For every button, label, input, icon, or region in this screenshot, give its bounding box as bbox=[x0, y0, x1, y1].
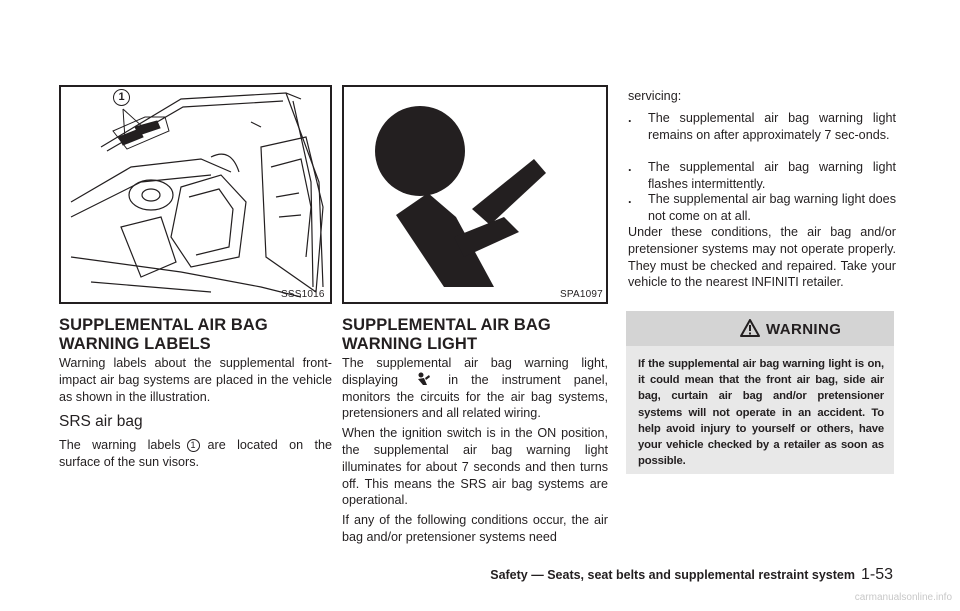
bullet-item: . The supplemental air bag warning light flashes intermittently. bbox=[628, 160, 896, 191]
warning-light-para2: When the ignition switch is in the ON position, the supplemental air bag warning light illuminates for about 7 seconds and then turns off. This means the SRS air bag systems are operational. bbox=[342, 426, 608, 508]
bullet-item: . The supplemental air bag warning light remains on after approximately 7 sec-onds. bbox=[628, 111, 896, 142]
airbag-warning-illustration bbox=[344, 87, 606, 302]
page-number: 1-53 bbox=[860, 566, 893, 583]
section-heading-labels: SUPPLEMENTAL AIR BAG WARNING LABELS bbox=[59, 316, 268, 353]
figure-airbag-light bbox=[342, 85, 608, 304]
warning-box bbox=[626, 311, 894, 474]
figure-callout-1: 1 bbox=[113, 89, 130, 106]
servicing-lead: servicing: bbox=[628, 89, 682, 103]
page-footer bbox=[490, 566, 893, 584]
callout-1-inline: 1 bbox=[187, 439, 200, 452]
bullet-dot: . bbox=[628, 111, 632, 125]
figure-code: SPA1097 bbox=[560, 289, 603, 300]
car-interior-illustration bbox=[61, 87, 330, 302]
warning-text: If the supplemental air bag warning light is on, it could mean that the front air bag, side air bag, curtain air bag and/or pretensioner systems will not operate in an accident. To help avoid injury to yourself or others, have your vehicle checked by a retailer as soon as possible. bbox=[638, 358, 884, 468]
warning-triangle-icon bbox=[740, 319, 760, 342]
warning-light-para1: The supplemental air bag warning light, displaying in the instrument panel, monitors the circuits for the air bag systems, pretensioners and all related wiring. bbox=[342, 356, 609, 421]
warning-header bbox=[626, 311, 894, 346]
footer-section: Safety — Seats, seat belts and supplemental restraint system bbox=[490, 568, 855, 582]
labels-paragraph bbox=[59, 355, 332, 408]
bullet-dot: . bbox=[628, 192, 632, 206]
conditions-paragraph: Under these conditions, the air bag and/or pretensioner systems may not operate properly. They must be checked and repaired. Take your vehicle to the nearest INFINITI retailer. bbox=[628, 225, 896, 290]
warning-light-text bbox=[342, 355, 608, 549]
airbag-warning-icon bbox=[415, 372, 431, 386]
subheading-srs-airbag: SRS air bag bbox=[59, 413, 143, 430]
srs-text-after: are located on the surface of the sun visors. bbox=[59, 438, 332, 469]
figure-car-interior bbox=[59, 85, 332, 304]
figure-code: SSS1016 bbox=[281, 289, 325, 300]
watermark: carmanualsonline.info bbox=[854, 592, 952, 603]
section-heading-warning-light: SUPPLEMENTAL AIR BAG WARNING LIGHT bbox=[342, 316, 551, 353]
bullet-item: . The supplemental air bag warning light does not come on at all. bbox=[628, 192, 896, 223]
srs-paragraph bbox=[59, 437, 332, 471]
warning-light-para3: If any of the following conditions occur, the air bag and/or pretensioner systems need bbox=[342, 513, 608, 544]
labels-text: Warning labels about the supplemental front-impact air bag systems are placed in the vehicle as shown in the illustration. bbox=[59, 356, 332, 404]
bullet-dot: . bbox=[628, 160, 632, 174]
warning-title: WARNING bbox=[766, 321, 842, 338]
srs-text-before: The warning labels bbox=[59, 438, 181, 452]
